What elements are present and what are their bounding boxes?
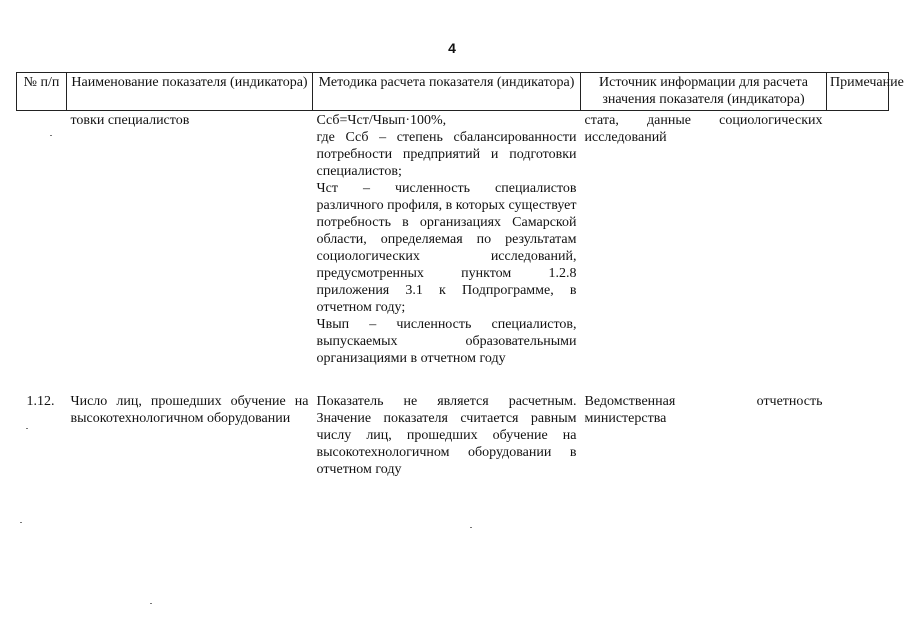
indicator-name: Число лиц, прошедших обучение на высокотехнологичном оборудовании [70, 394, 309, 426]
calculation-method: Показатель не является расчетным. Значение показателя считается равным числу лиц, прошедших обучение на высокотехнологичном оборудовании в отчетном году [316, 394, 577, 477]
information-source: стата, данные социологических исследований [584, 113, 823, 145]
method-line: где Ссб – степень сбалансированности потребности предприятий и подготовки специалистов; [316, 130, 577, 179]
calculation-method [313, 111, 581, 368]
header-name: Наименование показателя (индикатора) [67, 73, 313, 111]
table-row [17, 111, 889, 368]
table-row [17, 367, 889, 478]
row-number [17, 111, 67, 368]
method-line: Чвып – численность специалистов, выпускаемых образовательными организациями в отчетном году [316, 317, 577, 366]
header-source: Источник информации для расчета значения показателя (индикатора) [581, 73, 827, 111]
scan-speck [150, 603, 152, 604]
row-number: 1.12. [26, 394, 55, 409]
information-source: Ведомственная отчетность министерства [584, 394, 823, 426]
indicators-table [16, 72, 904, 478]
note [827, 111, 889, 368]
method-line: Чст – численность специалистов различного профиля, в которых существует потребность в организациях Самарской области, определяемая по результатам социологических исследований, предусмотренных пунктом 1.2.8 приложения 3.1 к Подпрограмме, в отчетном году; [316, 181, 577, 315]
note [827, 367, 889, 478]
scan-speck [50, 135, 52, 136]
method-formula: Ссб=Чст/Чвып·100%, [316, 113, 447, 128]
scan-speck [26, 428, 28, 429]
indicator-name: товки специалистов [70, 113, 190, 128]
scan-speck [20, 522, 22, 523]
header-num: № п/п [17, 73, 67, 111]
header-note: Примечание [827, 73, 889, 111]
scan-speck [470, 527, 472, 528]
page-number: 4 [448, 40, 456, 56]
header-method: Методика расчета показателя (индикатора) [313, 73, 581, 111]
table-header [17, 73, 904, 111]
